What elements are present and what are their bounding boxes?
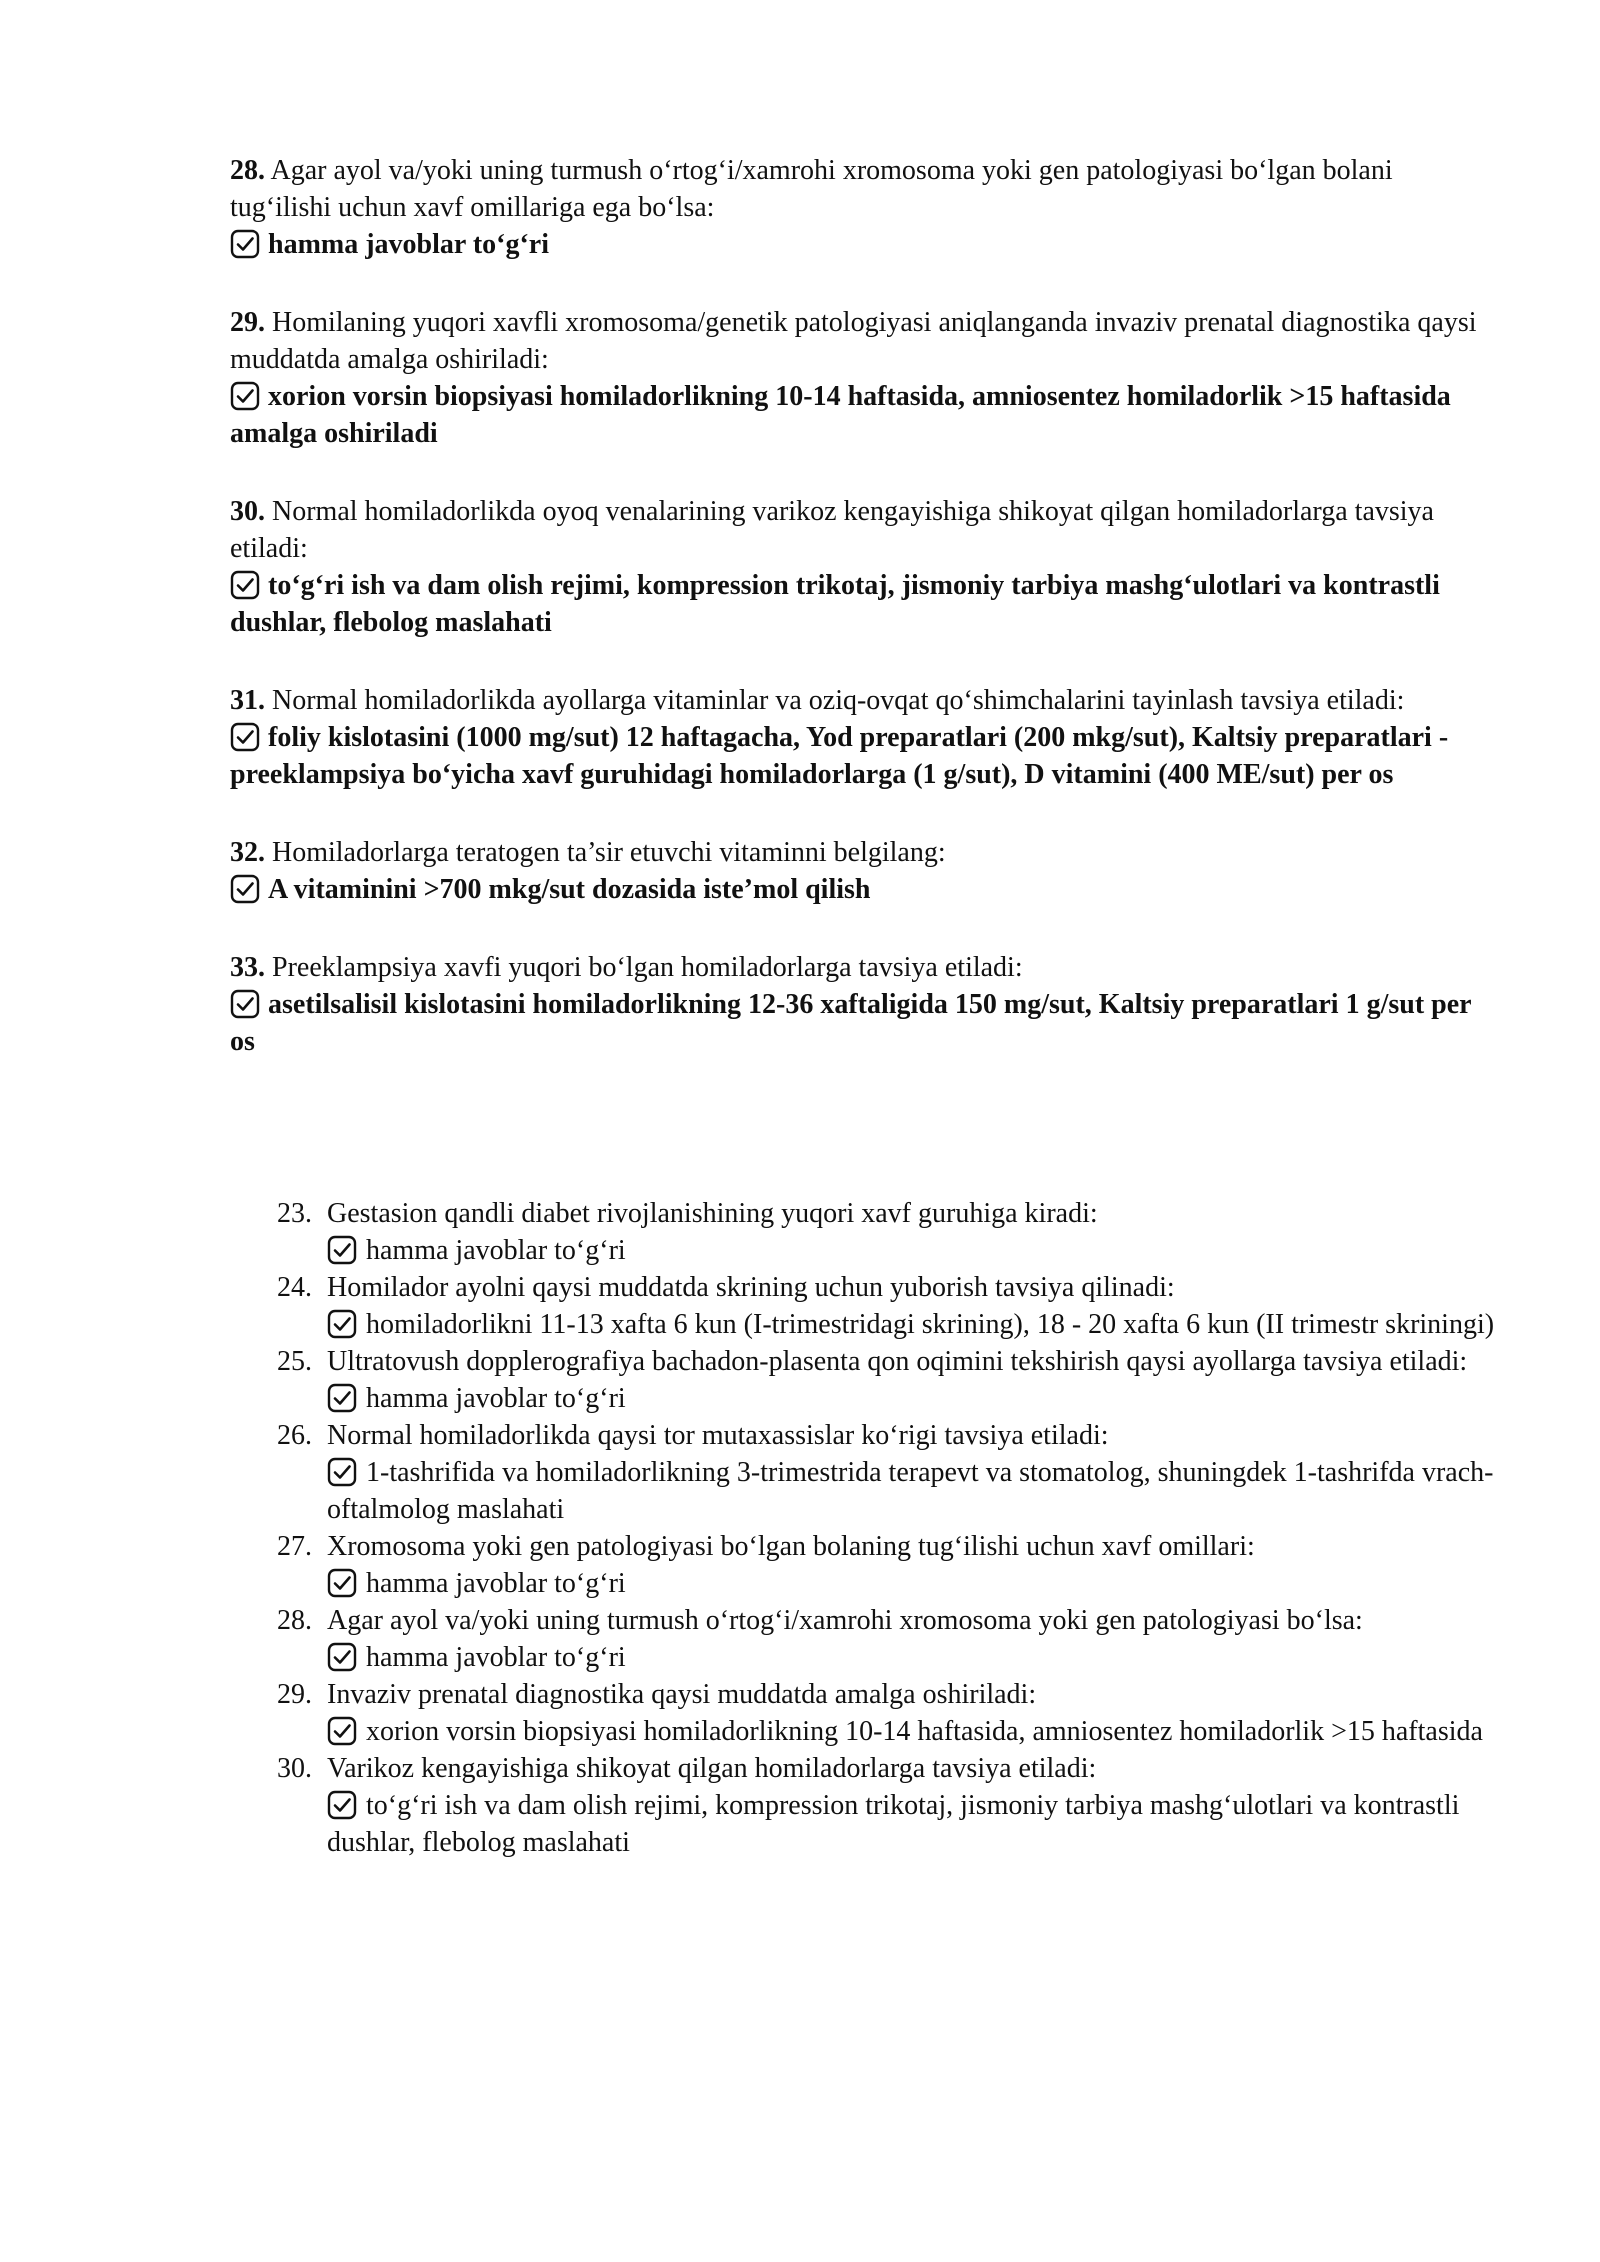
question-block: [230, 304, 1500, 452]
list-item-number: 30.: [277, 1753, 312, 1784]
checkbox-checked-icon: [230, 722, 260, 752]
question-block: [230, 682, 1500, 793]
question-body: Homiladorlarga teratogen ta’sir etuvchi vitaminni belgilang:: [272, 837, 946, 868]
answer-line: [327, 1565, 1500, 1602]
answer-line: [230, 986, 1500, 1060]
list-item-question: Ultratovush dopplerografiya bachadon-plasenta qon oqimini tekshirish qaysi ayollarga tavsiya etiladi:: [327, 1346, 1468, 1377]
checkbox-checked-icon: [327, 1309, 357, 1339]
list-item-question: Xromosoma yoki gen patologiyasi bo‘lgan bolaning tug‘ilishi uchun xavf omillari:: [327, 1531, 1255, 1562]
answer-line: [327, 1713, 1500, 1750]
answer-line: [230, 567, 1500, 641]
question-body: Normal homiladorlikda oyoq venalarining varikoz kengayishiga shikoyat qilgan homiladorlarga tavsiya etiladi:: [230, 496, 1434, 564]
question-block: [230, 152, 1500, 263]
question-text: [230, 493, 1500, 567]
answer-text: to‘g‘ri ish va dam olish rejimi, kompression trikotaj, jismoniy tarbiya mashg‘ulotlari va kontrastli dushlar, flebolog maslahati: [327, 1790, 1460, 1858]
answer-line: [327, 1306, 1500, 1343]
answer-text: xorion vorsin biopsiyasi homiladorlikning 10-14 haftasida, amniosentez homiladorlik >15 haftasida amalga oshiriladi: [230, 381, 1451, 449]
checkbox-checked-icon: [230, 381, 260, 411]
answer-text: homiladorlikni 11-13 xafta 6 kun (I-trimestridagi skrining), 18 - 20 xafta 6 kun (II trimestr skriningi): [366, 1309, 1495, 1340]
answer-text: to‘g‘ri ish va dam olish rejimi, kompression trikotaj, jismoniy tarbiya mashg‘ulotlari va kontrastli dushlar, flebolog maslahati: [230, 570, 1440, 638]
question-body: Preeklampsiya xavfi yuqori bo‘lgan homiladorlarga tavsiya etiladi:: [272, 952, 1023, 983]
list-item-question: Homilador ayolni qaysi muddatda skrining uchun yuborish tavsiya qilinadi:: [327, 1272, 1175, 1303]
answer-text: hamma javoblar to‘g‘ri: [366, 1383, 626, 1414]
list-item-number: 29.: [277, 1679, 312, 1710]
question-text: [230, 834, 1500, 871]
list-item-number: 27.: [277, 1531, 312, 1562]
list-item: [230, 1528, 1500, 1602]
question-body: Homilaning yuqori xavfli xromosoma/genetik patologiyasi aniqlanganda invaziv prenatal diagnostika qaysi muddatda amalga oshiriladi:: [230, 307, 1477, 375]
checkbox-checked-icon: [327, 1716, 357, 1746]
list-item-number: 25.: [277, 1346, 312, 1377]
checkbox-checked-icon: [327, 1642, 357, 1672]
question-section-bold: [230, 152, 1500, 1101]
answer-line: [230, 378, 1500, 452]
question-number: 30.: [230, 496, 265, 527]
checkbox-checked-icon: [327, 1235, 357, 1265]
list-item-question: Invaziv prenatal diagnostika qaysi muddatda amalga oshiriladi:: [327, 1679, 1037, 1710]
answer-line: [327, 1232, 1500, 1269]
question-block: [230, 493, 1500, 641]
answer-text: asetilsalisil kislotasini homiladorlikning 12-36 xaftaligida 150 mg/sut, Kaltsiy preparatlari 1 g/sut per os: [230, 989, 1472, 1057]
numbered-question-list: [230, 1195, 1500, 1861]
checkbox-checked-icon: [327, 1568, 357, 1598]
question-number: 33.: [230, 952, 265, 983]
answer-line: [327, 1454, 1500, 1528]
question-number: 32.: [230, 837, 265, 868]
checkbox-checked-icon: [230, 989, 260, 1019]
list-item-number: 26.: [277, 1420, 312, 1451]
answer-line: [230, 226, 1500, 263]
list-item-number: 28.: [277, 1605, 312, 1636]
list-item-number: 24.: [277, 1272, 312, 1303]
checkbox-checked-icon: [230, 874, 260, 904]
answer-text: hamma javoblar to‘g‘ri: [366, 1235, 626, 1266]
list-item: [230, 1269, 1500, 1343]
checkbox-checked-icon: [327, 1383, 357, 1413]
question-block: [230, 949, 1500, 1060]
list-item-number: 23.: [277, 1198, 312, 1229]
list-item: [230, 1195, 1500, 1269]
answer-text: hamma javoblar to‘g‘ri: [268, 229, 549, 260]
answer-line: [327, 1787, 1500, 1861]
question-block: [230, 834, 1500, 908]
answer-text: A vitaminini >700 mkg/sut dozasida iste’mol qilish: [268, 874, 871, 905]
question-text: [230, 152, 1500, 226]
list-item-question: Agar ayol va/yoki uning turmush o‘rtog‘i/xamrohi xromosoma yoki gen patologiyasi bo‘lsa:: [327, 1605, 1363, 1636]
checkbox-checked-icon: [230, 229, 260, 259]
list-item: [230, 1417, 1500, 1528]
answer-line: [327, 1380, 1500, 1417]
answer-line: [327, 1639, 1500, 1676]
question-body: Normal homiladorlikda ayollarga vitaminlar va oziq-ovqat qo‘shimchalarini tayinlash tavsiya etiladi:: [272, 685, 1405, 716]
question-text: [230, 304, 1500, 378]
answer-text: hamma javoblar to‘g‘ri: [366, 1642, 626, 1673]
answer-line: [230, 871, 1500, 908]
checkbox-checked-icon: [230, 570, 260, 600]
list-item: [230, 1343, 1500, 1417]
question-number: 28.: [230, 155, 265, 186]
question-number: 29.: [230, 307, 265, 338]
list-item-question: Gestasion qandli diabet rivojlanishining yuqori xavf guruhiga kiradi:: [327, 1198, 1098, 1229]
question-number: 31.: [230, 685, 265, 716]
checkbox-checked-icon: [327, 1457, 357, 1487]
list-item: [230, 1676, 1500, 1750]
list-item: [230, 1750, 1500, 1861]
answer-text: hamma javoblar to‘g‘ri: [366, 1568, 626, 1599]
checkbox-checked-icon: [327, 1790, 357, 1820]
question-text: [230, 949, 1500, 986]
answer-text: xorion vorsin biopsiyasi homiladorlikning 10-14 haftasida, amniosentez homiladorlik >15 haftasida: [366, 1716, 1483, 1747]
question-text: [230, 682, 1500, 719]
list-item-question: Normal homiladorlikda qaysi tor mutaxassislar ko‘rigi tavsiya etiladi:: [327, 1420, 1109, 1451]
answer-line: [230, 719, 1500, 793]
answer-text: 1-tashrifida va homiladorlikning 3-trimestrida terapevt va stomatolog, shuningdek 1-tashrifda vrach-oftalmolog maslahati: [327, 1457, 1494, 1525]
list-item: [230, 1602, 1500, 1676]
answer-text: foliy kislotasini (1000 mg/sut) 12 haftagacha, Yod preparatlari (200 mkg/sut), Kaltsiy preparatlari - preeklampsiya bo‘yicha xavf guruhidagi homiladorlarga (1 g/sut), D vitamini (400 ME/sut) per os: [230, 722, 1449, 790]
list-item-question: Varikoz kengayishiga shikoyat qilgan homiladorlarga tavsiya etiladi:: [327, 1753, 1097, 1784]
question-body: Agar ayol va/yoki uning turmush o‘rtog‘i/xamrohi xromosoma yoki gen patologiyasi bo‘lgan bolani tug‘ilishi uchun xavf omillariga ega bo‘lsa:: [230, 155, 1393, 223]
